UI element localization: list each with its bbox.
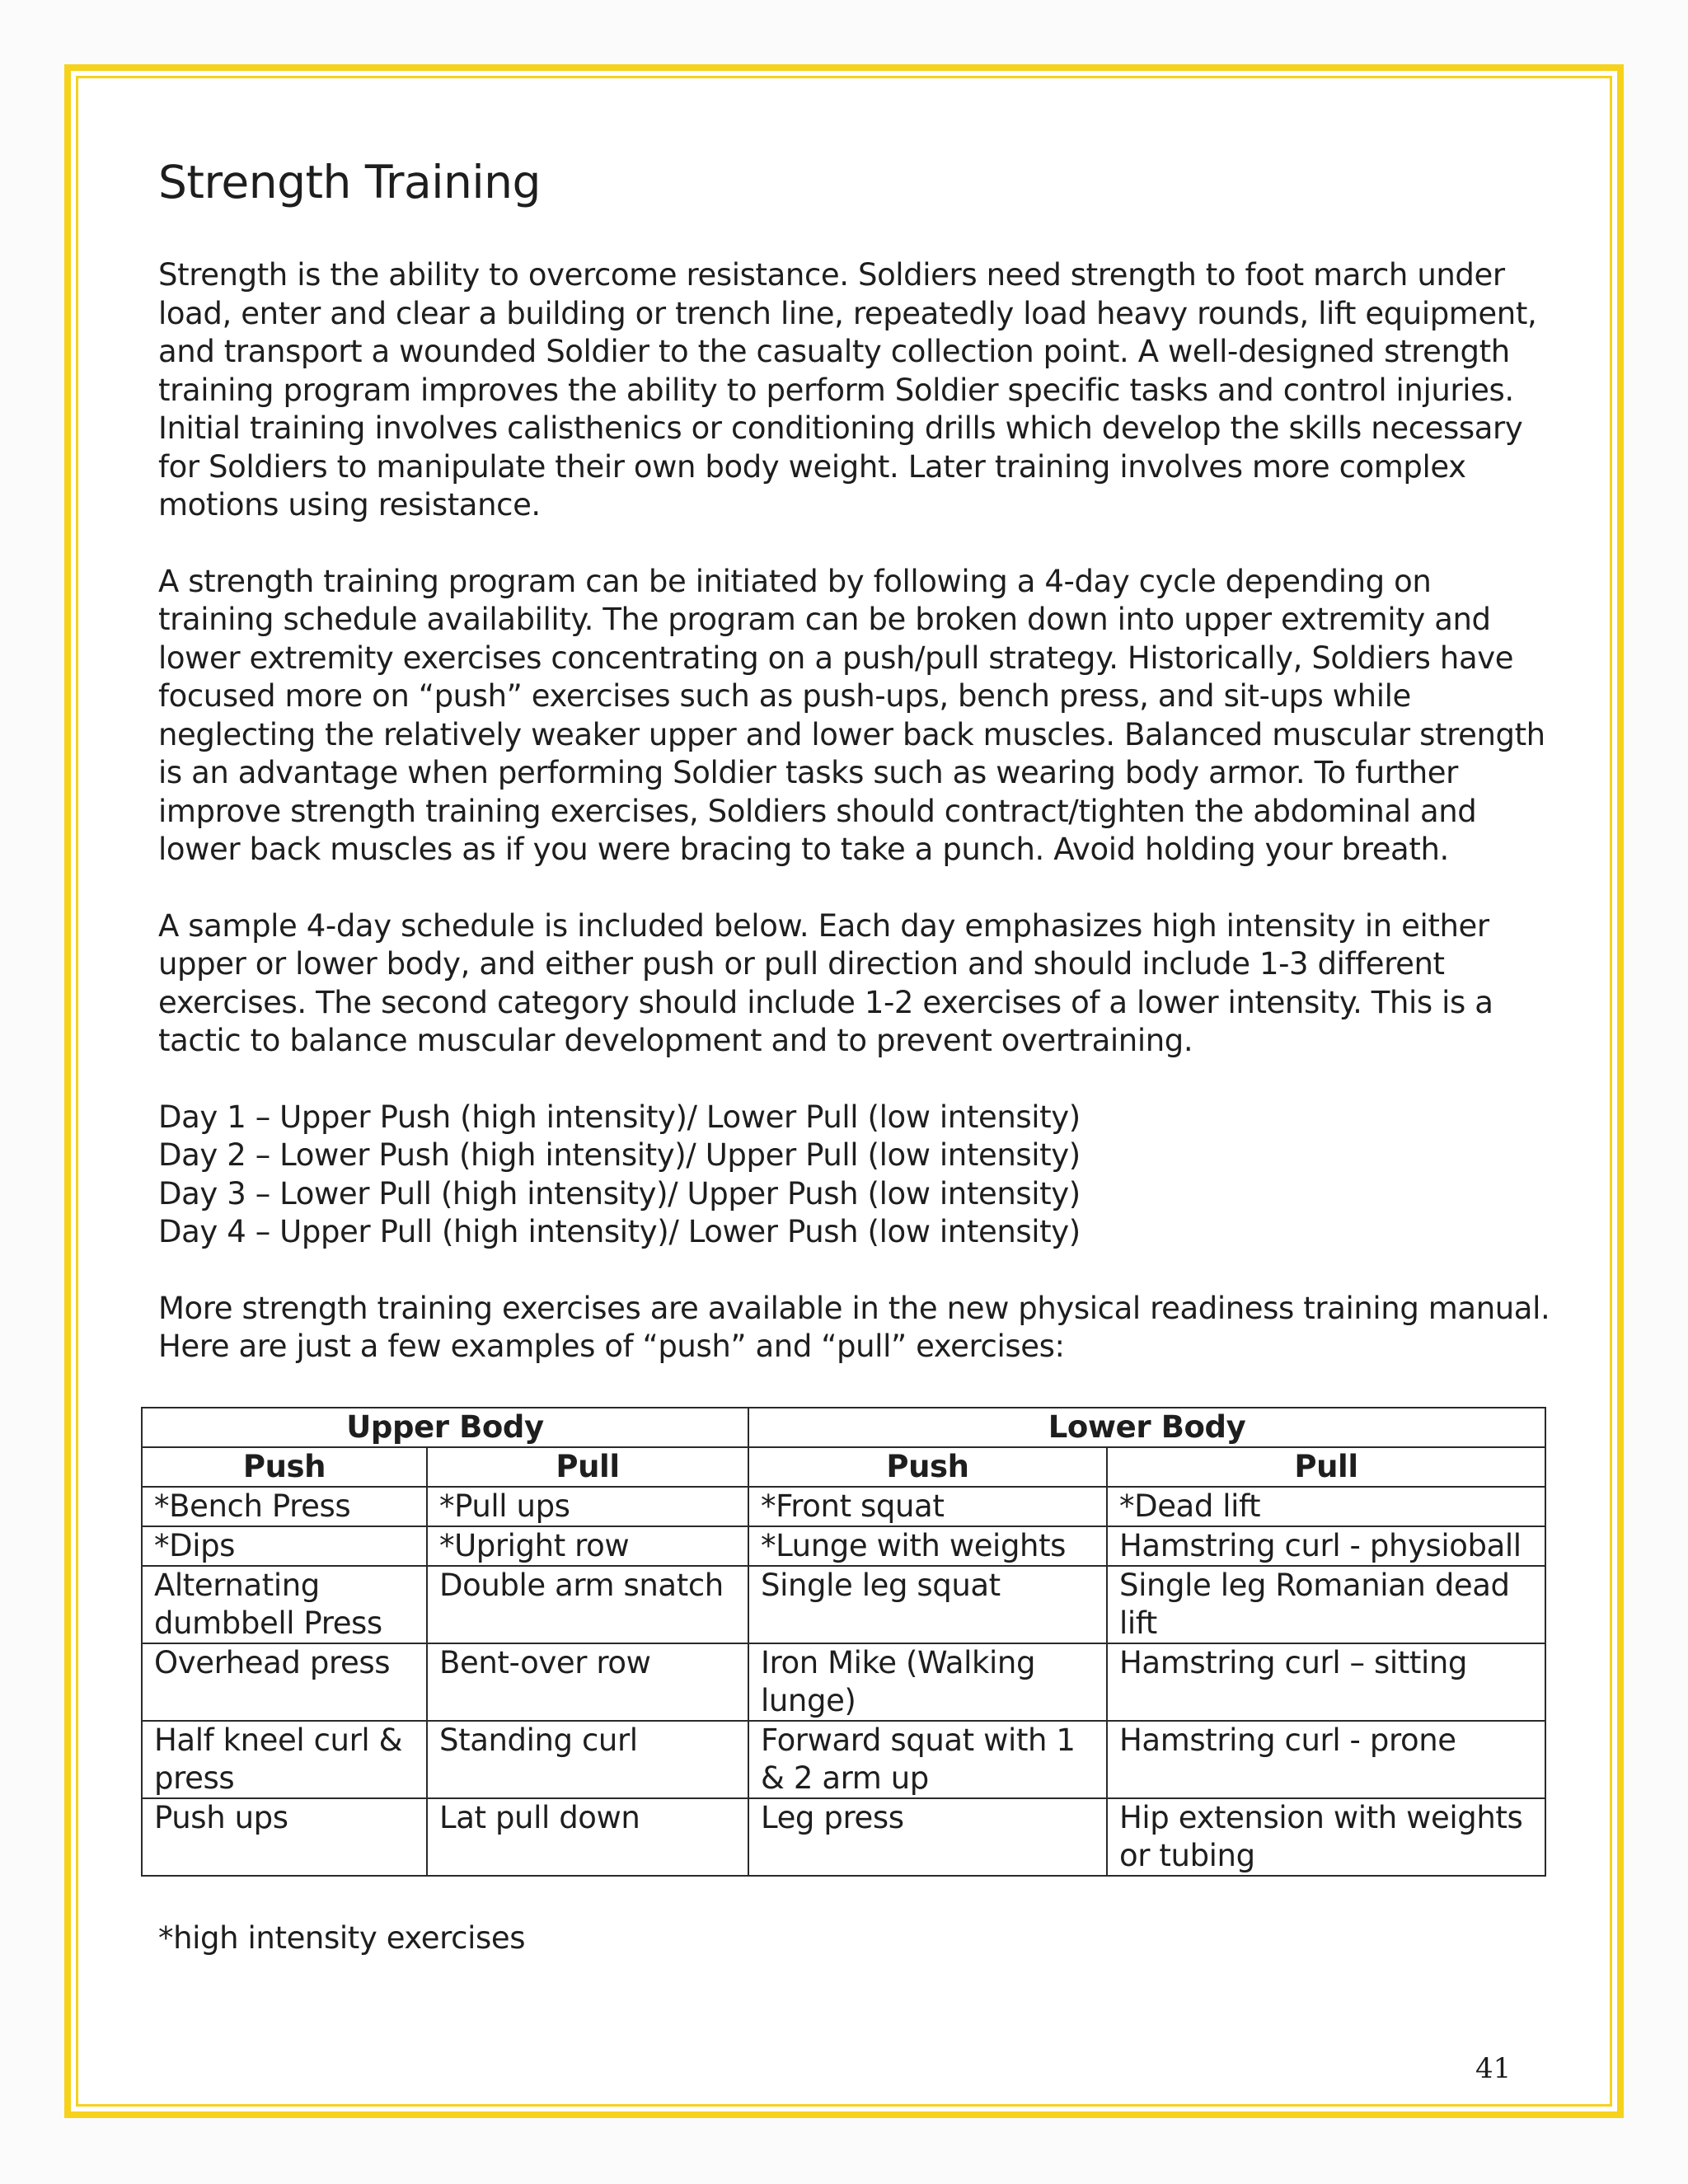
- day-item: Day 2 – Lower Push (high intensity)/ Upper Pull (low intensity): [158, 1137, 1081, 1174]
- page-content: [158, 157, 1551, 1404]
- table-cell: Standing curl: [427, 1721, 748, 1798]
- table-cell: *Dead lift: [1107, 1487, 1545, 1526]
- table-cell: Leg press: [748, 1798, 1107, 1876]
- page-title: Strength Training: [158, 156, 541, 209]
- day-item: Day 4 – Upper Pull (high intensity)/ Lower Push (low intensity): [158, 1214, 1081, 1250]
- paragraph-program-overview: A strength training program can be initiated by following a 4-day cycle depending on training schedule availability. The program can be broken down into upper extremity and lower extremity exercises concentrating on a push/pull strategy. Historically, Soldiers have focused more on “push” exercises such as push-ups, bench press, and sit-ups while neglecting the relatively weaker upper and lower back muscles. Balanced muscular strength is an advantage when performing Soldier tasks such as wearing body armor. To further improve strength training exercises, Soldiers should contract/tighten the abdominal and lower back muscles as if you were bracing to take a punch. Avoid holding your breath.: [158, 563, 1545, 868]
- table-header-row: [142, 1447, 1545, 1487]
- table-cell: *Dips: [142, 1526, 427, 1566]
- table-row: [142, 1566, 1545, 1643]
- table-row: [142, 1487, 1545, 1526]
- column-header-upper-push: Push: [142, 1447, 427, 1487]
- table-cell: Overhead press: [142, 1643, 427, 1721]
- table-cell: *Lunge with weights: [748, 1526, 1107, 1566]
- table-group-header-row: [142, 1408, 1545, 1447]
- table-cell: Double arm snatch: [427, 1566, 748, 1643]
- paragraph-table-intro: More strength training exercises are available in the new physical readiness training manual. Here are just a few examples of “push” and “pull” exercises:: [158, 1290, 1550, 1365]
- table-cell: Alternating dumbbell Press: [142, 1566, 427, 1643]
- table-cell: Hip extension with weights or tubing: [1107, 1798, 1545, 1876]
- table-row: [142, 1721, 1545, 1798]
- page-number: 41: [1475, 2052, 1512, 2085]
- table-cell: Lat pull down: [427, 1798, 748, 1876]
- table-cell: Hamstring curl - prone: [1107, 1721, 1545, 1798]
- day-item: Day 3 – Lower Pull (high intensity)/ Upper Push (low intensity): [158, 1175, 1081, 1212]
- table-cell: Hamstring curl - physioball: [1107, 1526, 1545, 1566]
- table-cell: Single leg squat: [748, 1566, 1107, 1643]
- table-cell: Iron Mike (Walking lunge): [748, 1643, 1107, 1721]
- group-header-upper-body: Upper Body: [142, 1408, 748, 1447]
- table-cell: *Front squat: [748, 1487, 1107, 1526]
- table-cell: *Bench Press: [142, 1487, 427, 1526]
- table-cell: Single leg Romanian dead lift: [1107, 1566, 1545, 1643]
- table-row: [142, 1643, 1545, 1721]
- table-cell: Half kneel curl & press: [142, 1721, 427, 1798]
- table-cell: Push ups: [142, 1798, 427, 1876]
- paragraph-sample-schedule: A sample 4-day schedule is included below. Each day emphasizes high intensity in either upper or lower body, and either push or pull direction and should include 1-3 different exercises. The second category should include 1-2 exercises of a lower intensity. This is a tactic to balance muscular development and to prevent overtraining.: [158, 907, 1493, 1059]
- column-header-lower-pull: Pull: [1107, 1447, 1545, 1487]
- column-header-lower-push: Push: [748, 1447, 1107, 1487]
- table-row: [142, 1798, 1545, 1876]
- column-header-upper-pull: Pull: [427, 1447, 748, 1487]
- paragraph-strength-definition: Strength is the ability to overcome resistance. Soldiers need strength to foot march under load, enter and clear a building or trench line, repeatedly load heavy rounds, lift equipment, and transport a wounded Soldier to the casualty collection point. A well-designed strength training program improves the ability to perform Soldier specific tasks and control injuries. Initial training involves calisthenics or conditioning drills which develop the skills necessary for Soldiers to manipulate their own body weight. Later training involves more complex motions using resistance.: [158, 257, 1537, 523]
- table-cell: Forward squat with 1 & 2 arm up: [748, 1721, 1107, 1798]
- table-cell: *Pull ups: [427, 1487, 748, 1526]
- table-cell: Hamstring curl – sitting: [1107, 1643, 1545, 1721]
- group-header-lower-body: Lower Body: [748, 1408, 1545, 1447]
- table-cell: *Upright row: [427, 1526, 748, 1566]
- table-row: [142, 1526, 1545, 1566]
- day-item: Day 1 – Upper Push (high intensity)/ Lower Pull (low intensity): [158, 1099, 1081, 1135]
- table-cell: Bent-over row: [427, 1643, 748, 1721]
- exercise-table: [141, 1407, 1546, 1877]
- footnote: *high intensity exercises: [158, 1920, 526, 1956]
- day-schedule-list: [158, 1099, 1551, 1252]
